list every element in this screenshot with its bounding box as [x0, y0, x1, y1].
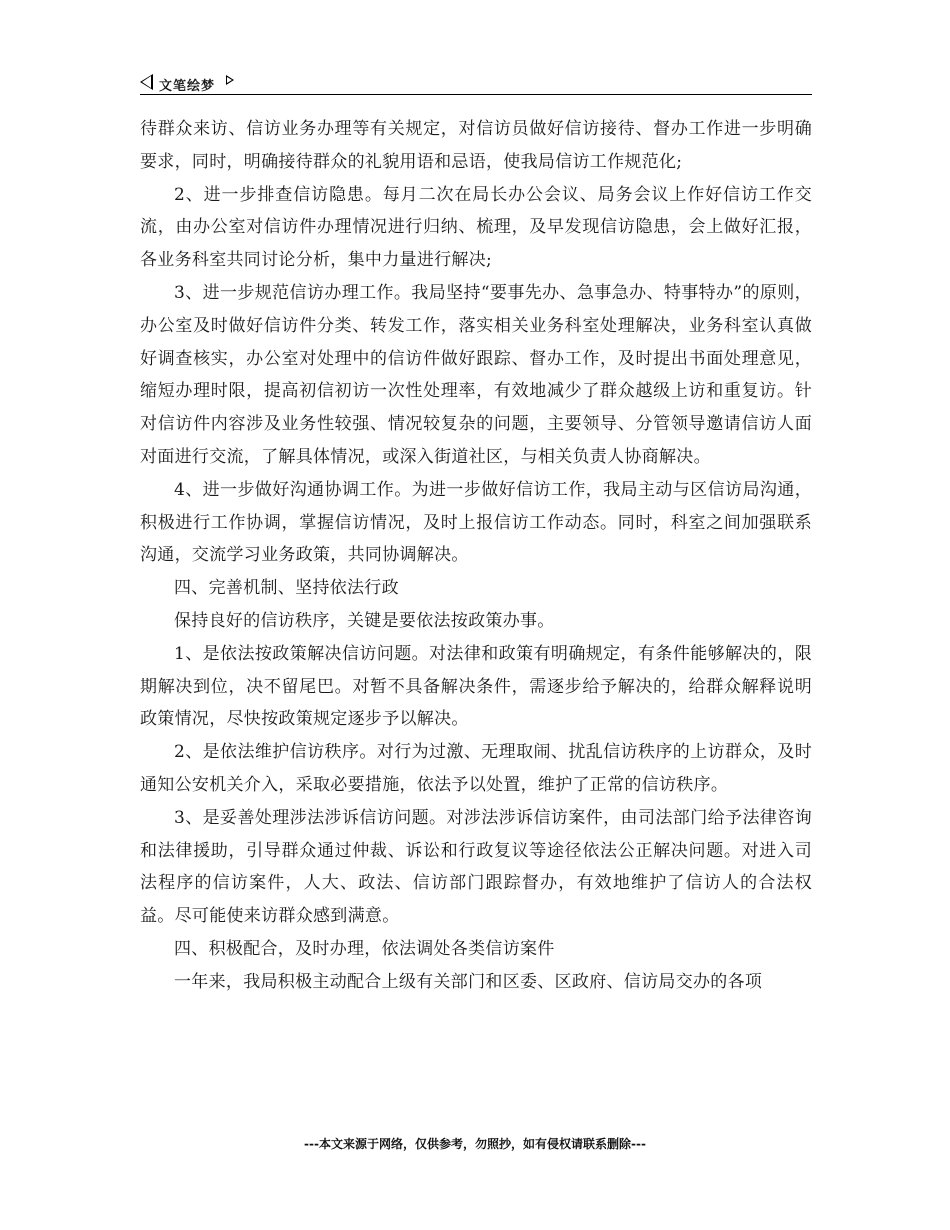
paragraph: 2、进一步排查信访隐患。每月二次在局长办公会议、局务会议上作好信访工作交流，由办公室对信访件办理情况进行归纳、梳理，及早发现信访隐患，会上做好汇报，各业务科室共同讨论分析，集中力量进行解决; — [140, 184, 812, 271]
document-body — [140, 113, 812, 999]
header-brand: 文笔绘梦 — [159, 79, 216, 94]
paragraph: 1、是依法按政策解决信访问题。对法律和政策有明确规定，有条件能够解决的，限期解决到位，决不留尾巴。对暂不具备解决条件，需逐步给予解决的，给群众解释说明政策情况，尽快按政策规定逐步予以解决。 — [140, 643, 812, 730]
page-footer: ---本文来源于网络，仅供参考，勿照抄，如有侵权请联系删除--- — [304, 1137, 646, 1151]
paragraph: 保持良好的信访秩序，关键是要依法按政策办事。 — [174, 610, 555, 631]
paragraph: 待群众来访、信访业务办理等有关规定，对信访员做好信访接待、督办工作进一步明确要求，同时，明确接待群众的礼貌用语和忌语，使我局信访工作规范化; — [140, 119, 812, 172]
page-header — [140, 72, 812, 95]
paragraph: 2、是依法维护信访秩序。对行为过激、无理取闹、扰乱信访秩序的上访群众，及时通知公安机关介入，采取必要措施，依法予以处置，维护了正常的信访秩序。 — [140, 742, 812, 795]
paragraph: 3、是妥善处理涉法涉诉信访问题。对涉法涉诉信访案件，由司法部门给予法律咨询和法律援助，引导群众通过仲裁、诉讼和行政复议等途径依法公正解决问题。对进入司法程序的信访案件，人大、政法、信访部门跟踪督办，有效地维护了信访人的合法权益。尽可能使来访群众感到满意。 — [140, 807, 812, 927]
right-triangle-icon — [226, 75, 234, 85]
paragraph: 3、进一步规范信访办理工作。我局坚持“要事先办、急事急办、特事特办”的原则，办公室及时做好信访件分类、转发工作，落实相关业务科室处理解决，业务科室认真做好调查核实，办公室对处理中的信访件做好跟踪、督办工作，及时提出书面处理意见，缩短办理时限，提高初信初访一次性处理率，有效地减少了群众越级上访和重复访。针对信访件内容涉及业务性较强、情况较复杂的问题，主要领导、分管领导邀请信访人面对面进行交流，了解具体情况，或深入街道社区，与相关负责人协商解决。 — [140, 282, 812, 467]
left-triangle-icon — [140, 74, 153, 90]
paragraph: 一年来，我局积极主动配合上级有关部门和区委、区政府、信访局交办的各项 — [174, 971, 763, 992]
paragraph: 4、进一步做好沟通协调工作。为进一步做好信访工作，我局主动与区信访局沟通，积极进行工作协调，掌握信访情况，及时上报信访工作动态。同时，科室之间加强联系沟通，交流学习业务政策，共同协调解决。 — [140, 479, 812, 566]
section-heading: 四、完善机制、坚持依法行政 — [174, 578, 399, 599]
section-heading: 四、积极配合，及时办理，依法调处各类信访案件 — [174, 938, 555, 959]
